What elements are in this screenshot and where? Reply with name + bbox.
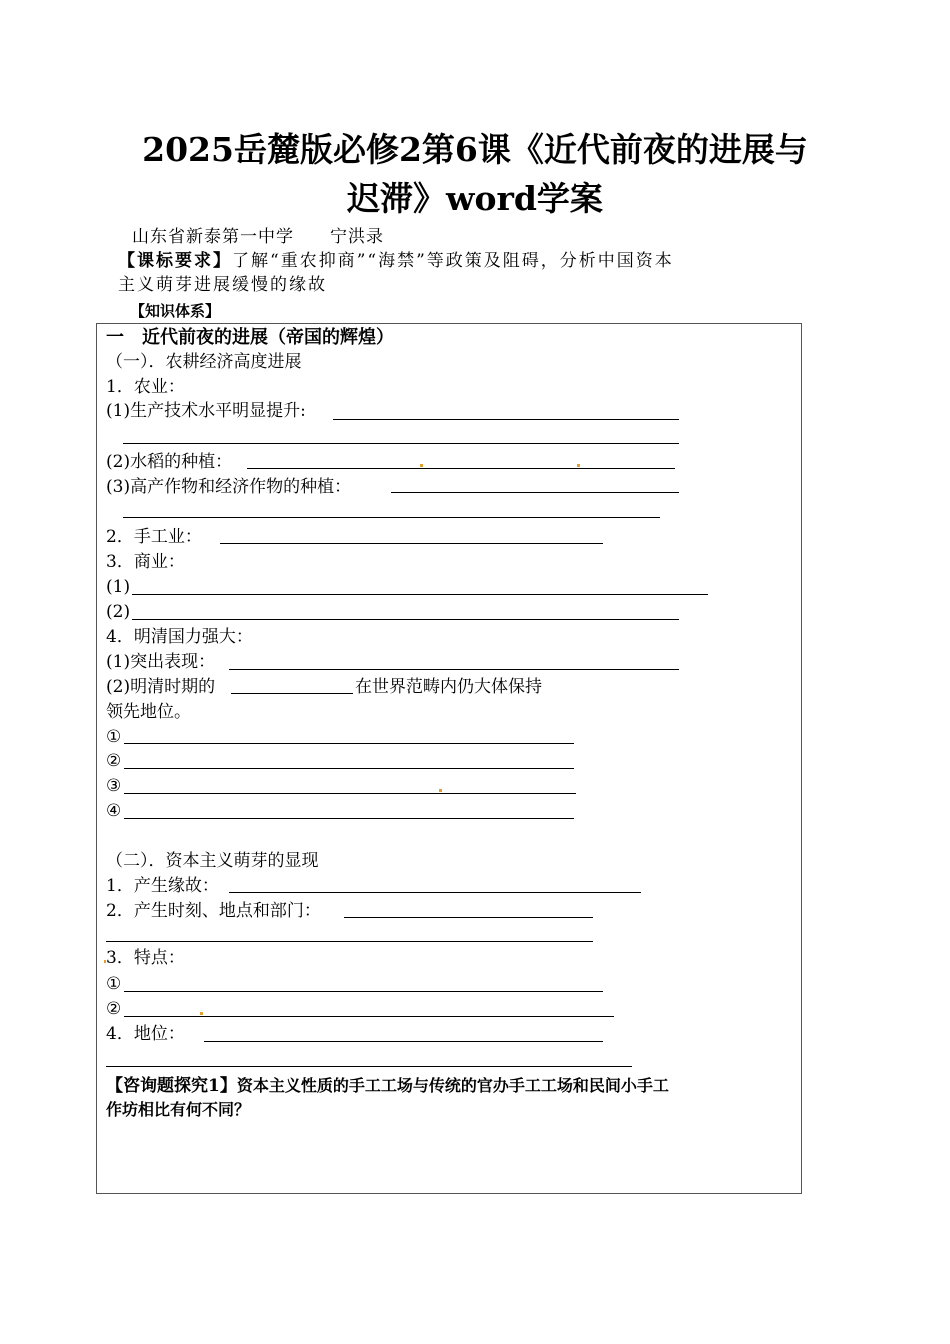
document-title-line2: 迟滞》word学案 [347,179,603,218]
circle-item-1: ① [106,727,122,747]
author-line: 山东省新泰第一中学 宁洪录 [132,227,384,247]
power-item-2-continuation: 领先地位。 [106,702,191,722]
blank-line[interactable] [123,443,679,444]
blank-line[interactable] [344,917,593,918]
document-title-line1: 2025岳麓版必修2第6课《近代前夜的进展与 [142,130,808,169]
blank-line[interactable] [124,991,603,992]
subsection-heading-1: （一）．农耕经济高度进展 [106,352,302,372]
blank-line[interactable] [124,818,574,819]
agri-item-3-label: (3)高产作物和经济作物的种植： [106,477,352,497]
time-place-label: 2．产生时刻、地点和部门： [106,901,321,921]
blank-line[interactable] [229,892,641,893]
blank-line[interactable] [124,793,576,794]
circle-item-4: ④ [106,801,122,821]
highlight-mark [439,789,442,792]
highlight-mark [420,464,423,467]
status-label: 4．地位： [106,1024,185,1044]
cause-label: 1．产生缘故： [106,876,219,896]
blank-line[interactable] [204,1041,603,1042]
blank-line[interactable] [132,594,708,595]
blank-line[interactable] [124,743,574,744]
inquiry-question-continuation: 作坊相比有何不同？ [106,1100,251,1119]
agri-item-2-label: (2)水稻的种植： [106,452,233,472]
requirement-tag: 【课标要求】 [118,251,232,271]
highlight-mark [577,464,580,467]
feature-item-1: ① [106,974,122,994]
blank-line[interactable] [106,941,593,942]
commerce-item-1-label: (1) [106,577,131,597]
power-item-1-label: (1)突出表现： [106,652,216,672]
section-heading: 一 近代前夜的进展（帝国的辉煌） [106,327,394,348]
commerce-label: 3．商业： [106,552,185,572]
requirement-continuation: 主义萌芽进展缓慢的缘故 [118,275,327,295]
blank-line[interactable] [231,693,353,694]
national-power-label: 4．明清国力强大： [106,627,253,647]
inquiry-paragraph [106,1074,669,1098]
highlight-mark [200,1012,203,1015]
requirement-text: 了解“重农抑商”“海禁”等政策及阻碍，分析中国资本 [232,251,674,271]
handicraft-label: 2．手工业： [106,527,202,547]
blank-line[interactable] [124,1016,614,1017]
inquiry-question: 资本主义性质的手工工场与传统的官办手工工场和民间小手工 [236,1076,669,1095]
blank-line[interactable] [106,1066,632,1067]
blank-line[interactable] [229,669,679,670]
blank-line[interactable] [247,468,675,469]
feature-item-2: ② [106,999,122,1019]
blank-line[interactable] [220,543,603,544]
requirement-paragraph [118,250,674,272]
inquiry-tag: 【咨询题探究1】 [106,1076,237,1096]
blank-line[interactable] [123,517,660,518]
blank-line[interactable] [333,419,679,420]
subsection-heading-2: （二）．资本主义萌芽的显现 [106,851,319,871]
features-label: 3．特点： [106,948,185,968]
power-item-2-label: (2)明清时期的 [106,677,216,697]
blank-line[interactable] [124,768,574,769]
agri-item-1-label: (1)生产技术水平明显提升: [106,401,306,421]
blank-line[interactable] [132,619,679,620]
commerce-item-2-label: (2) [106,602,131,622]
knowledge-system-tag: 【知识体系】 [130,302,221,320]
circle-item-2: ② [106,751,122,771]
blank-line[interactable] [391,492,679,493]
power-item-2-text: 在世界范畴内仍大体保持 [355,677,542,697]
circle-item-3: ③ [106,776,122,796]
agriculture-label: 1．农业： [106,377,185,397]
